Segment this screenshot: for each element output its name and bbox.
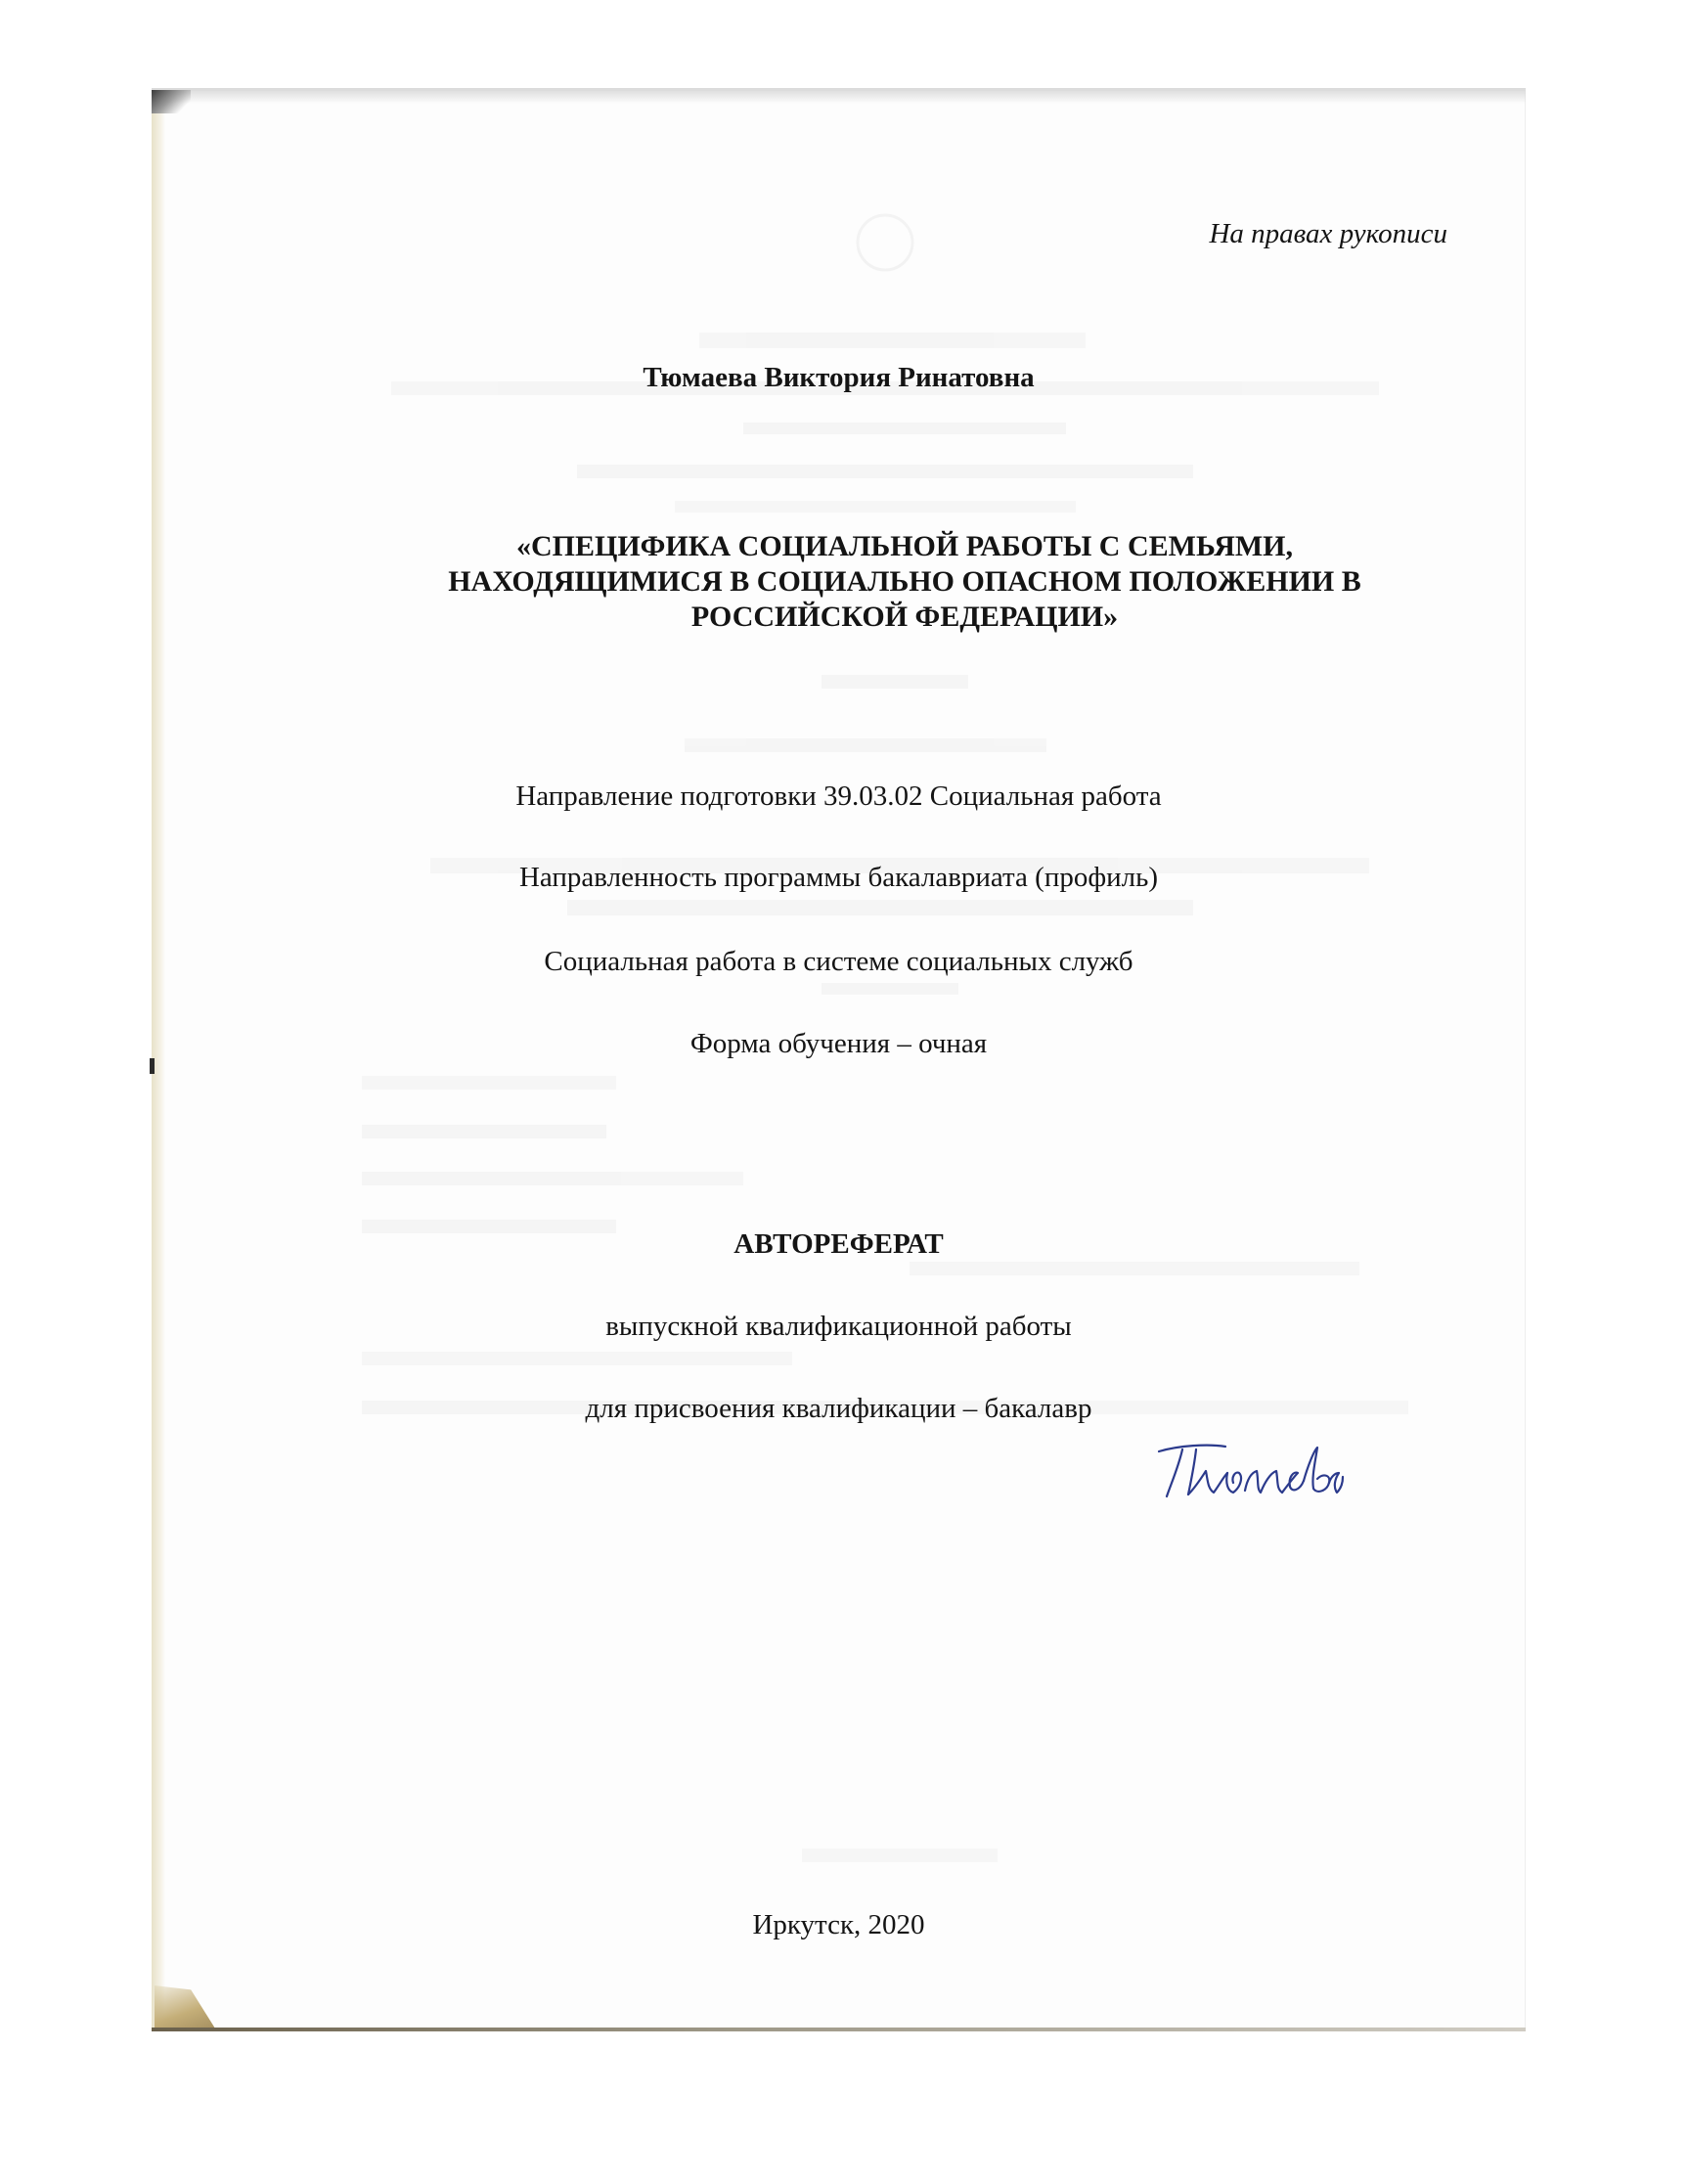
document-type-heading: АВТОРЕФЕРАТ xyxy=(733,1228,944,1260)
study-form: Форма обучения – очная xyxy=(689,1028,988,1059)
author-name: Тюмаева Виктория Ринатовна xyxy=(643,362,1035,393)
work-type: выпускной квалификационной работы xyxy=(605,1311,1072,1342)
study-direction: Направление подготовки 39.03.02 Социальная работа xyxy=(515,780,1162,812)
thesis-title: «СПЕЦИФИКА СОЦИАЛЬНОЙ РАБОТЫ С СЕМЬЯМИ, НАХОДЯЩИМИСЯ В СОЦИАЛЬНО ОПАСНОМ ПОЛОЖЕНИИ В РОССИЙСКОЙ ФЕДЕРАЦИИ» xyxy=(448,530,1361,633)
place-and-year: Иркутск, 2020 xyxy=(752,1909,925,1940)
qualification-line: для присвоения квалификации – бакалавр xyxy=(585,1393,1092,1424)
paper-bottom-edge xyxy=(152,2028,1526,2031)
paper-top-corner xyxy=(152,90,191,113)
rights-note: На правах рукописи xyxy=(1209,218,1447,249)
paper-top-shadow xyxy=(152,88,1526,104)
handwritten-signature xyxy=(1149,1438,1345,1506)
program-profile: Социальная работа в системе социальных служб xyxy=(544,946,1133,977)
program-focus-label: Направленность программы бакалавриата (профиль) xyxy=(518,862,1159,893)
